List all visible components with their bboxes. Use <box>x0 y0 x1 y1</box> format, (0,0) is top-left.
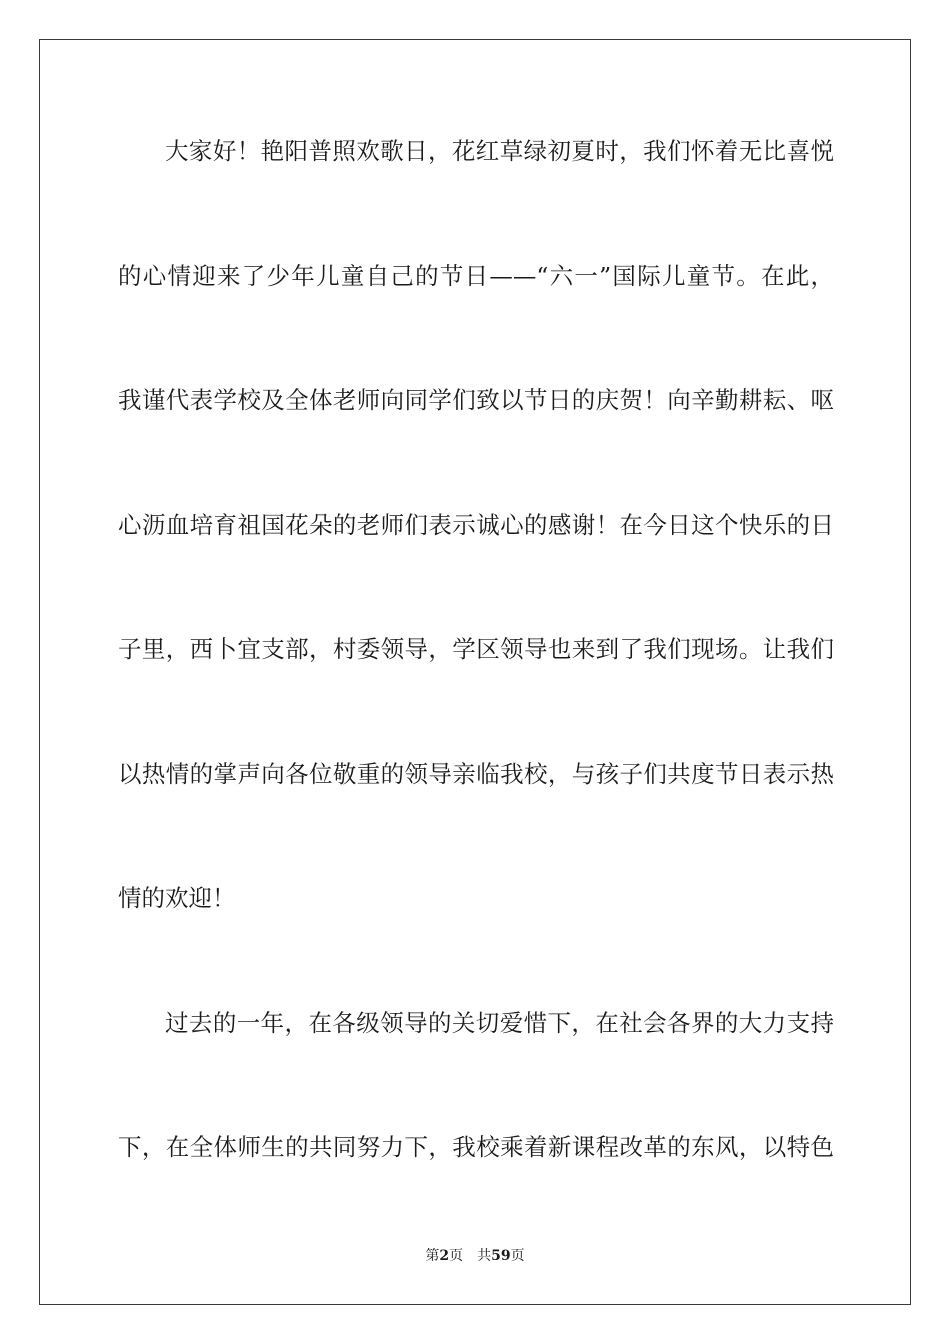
page-prefix: 第 <box>425 1248 440 1264</box>
page-footer <box>0 1246 950 1266</box>
paragraph-1-line-2: 的心情迎来了少年儿童自己的节日——“六一”国际儿童节。在此， <box>118 262 834 290</box>
total-suffix: 页 <box>510 1248 525 1264</box>
paragraph-1-line-3: 我谨代表学校及全体老师向同学们致以节日的庆贺！向辛勤耕耘、呕 <box>118 386 834 414</box>
page-number: 2 <box>439 1248 450 1264</box>
page-suffix: 页 <box>449 1248 464 1264</box>
paragraph-2-line-2: 下，在全体师生的共同努力下，我校乘着新课程改革的东风，以特色 <box>118 1133 834 1161</box>
total-prefix: 共 <box>477 1248 492 1264</box>
paragraph-1-line-4: 心沥血培育祖国花朵的老师们表示诚心的感谢！在今日这个快乐的日 <box>118 511 834 539</box>
total-pages: 59 <box>491 1248 511 1264</box>
page-border <box>39 39 911 1305</box>
paragraph-2-line-1: 过去的一年，在各级领导的关切爱惜下，在社会各界的大力支持 <box>165 1009 834 1037</box>
paragraph-1-line-5: 子里，西卜宜支部，村委领导，学区领导也来到了我们现场。让我们 <box>118 635 834 663</box>
paragraph-1-line-7: 情的欢迎！ <box>118 884 236 912</box>
paragraph-1-line-6: 以热情的掌声向各位敬重的领导亲临我校，与孩子们共度节日表示热 <box>118 760 834 788</box>
paragraph-1-line-1: 大家好！艳阳普照欢歌日，花红草绿初夏时，我们怀着无比喜悦 <box>165 137 834 165</box>
